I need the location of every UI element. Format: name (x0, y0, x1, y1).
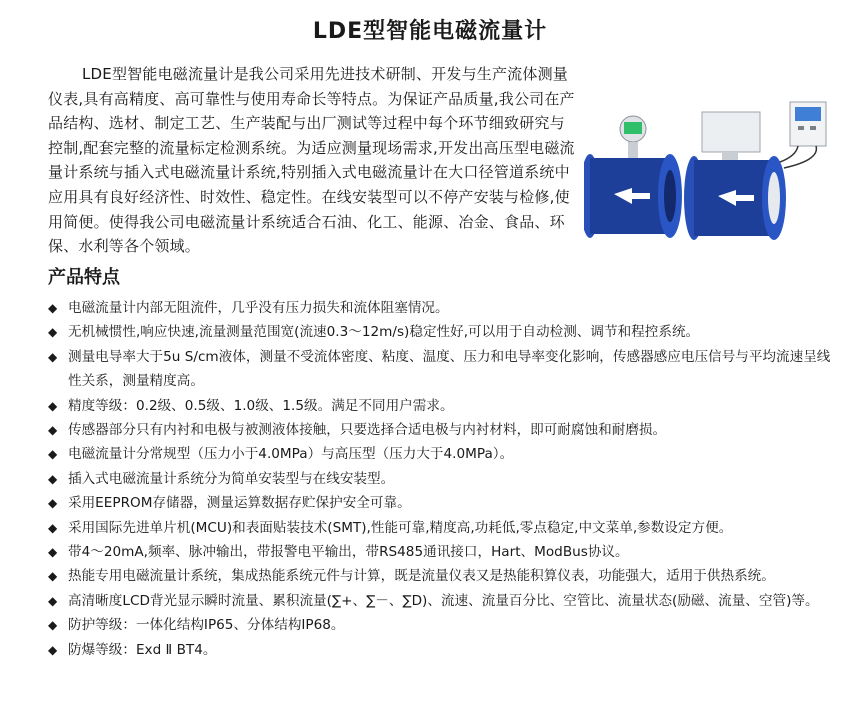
section-title-features: 产品特点 (48, 267, 120, 288)
feature-item (48, 516, 838, 540)
feature-text: 带4～20mA,频率、脉冲输出，带报警电平输出，带RS485通讯接口，Hart、ModBus协议。 (68, 544, 629, 561)
feature-item (48, 442, 838, 466)
feature-text: 插入式电磁流量计系统分为简单安装型与在线安装型。 (68, 470, 395, 487)
feature-item (48, 491, 838, 515)
feature-text: 精度等级：0.2级、0.5级、1.0级、1.5级。满足不同用户需求。 (68, 397, 454, 414)
feature-item (48, 613, 838, 637)
split-flowmeter-image (684, 102, 826, 240)
intro-paragraph (48, 62, 576, 259)
feature-text: 测量电导率大于5u S/cm液体，测量不受流体密度、粘度、温度、压力和电导率变化影响，传感器感应电压信号与平均流速呈线性关系，测量精度高。 (68, 348, 831, 390)
diamond-bullet-icon: ◆ (48, 301, 58, 315)
feature-item (48, 589, 838, 613)
product-photo (584, 96, 844, 266)
diamond-bullet-icon: ◆ (48, 471, 58, 486)
diamond-bullet-icon: ◆ (48, 423, 58, 438)
page-title: LDE型智能电磁流量计 (312, 19, 548, 44)
feature-item (48, 467, 838, 491)
feature-text: 电磁流量计分常规型（压力小于4.0MPa）与高压型（压力大于4.0MPa）。 (68, 446, 514, 463)
diamond-bullet-icon: ◆ (48, 618, 58, 633)
feature-text: 电磁流量计内部无阻流件，几乎没有压力损失和流体阻塞情况。 (68, 300, 449, 316)
diamond-bullet-icon: ◆ (48, 520, 58, 535)
feature-text: 采用国际先进单片机(MCU)和表面贴装技术(SMT),性能可靠,精度高,功耗低,零点稳定,中文菜单,参数设定方便。 (68, 519, 733, 536)
diamond-bullet-icon: ◆ (48, 569, 58, 584)
diamond-bullet-icon: ◆ (48, 593, 58, 608)
diamond-bullet-icon: ◆ (48, 545, 58, 560)
integrated-flowmeter-image (584, 116, 682, 238)
intro-text: LDE型智能电磁流量计是我公司采用先进技术研制、开发与生产流体测量仪表,具有高精度、高可靠性与使用寿命长等特点。为保证产品质量,我公司在产品结构、选材、制定工艺、生产装配与出厂测试等过程中每个环节细致研究与控制,配套完整的流量标定检测系统。为适应测量现场需求,开发出高压型电磁流量计系统与插入式电磁流量计系统,特别插入式电磁流量计在大口径管道系统中应用具有良好经济性、时效性、稳定性。在线安装型可以不停产安装与检修,使用简便。使得我公司电磁流量计系统适合石油、化工、能源、冶金、食品、环保、水利等各个领域。 (48, 65, 575, 256)
diamond-bullet-icon: ◆ (48, 398, 58, 413)
feature-item (48, 638, 838, 662)
diamond-bullet-icon: ◆ (48, 349, 58, 364)
feature-item (48, 540, 838, 564)
feature-text: 传感器部分只有内衬和电极与被测液体接触，只要选择合适电极与内衬材料，即可耐腐蚀和耐磨损。 (68, 422, 667, 439)
diamond-bullet-icon: ◆ (48, 642, 58, 657)
feature-text: 无机械惯性,响应快速,流量测量范围宽(流速0.3～12m/s)稳定性好,可以用于自动检测、调节和程控系统。 (68, 324, 700, 341)
feature-text: 防护等级：一体化结构IP65、分体结构IP68。 (68, 617, 345, 634)
feature-item (48, 320, 838, 344)
feature-item (48, 296, 838, 320)
feature-text: 防爆等级：Exd Ⅱ BT4。 (68, 641, 217, 658)
feature-item (48, 564, 838, 588)
feature-list (48, 296, 838, 662)
feature-item (48, 345, 838, 394)
feature-text: 热能专用电磁流量计系统，集成热能系统元件与计算，既是流量仪表又是热能积算仪表，功能强大，适用于供热系统。 (68, 568, 775, 585)
feature-text: 高清晰度LCD背光显示瞬时流量、累积流量(∑+、∑－、∑D)、流速、流量百分比、空管比、流量状态(励磁、流量、空管)等。 (68, 592, 819, 609)
feature-item (48, 394, 838, 418)
diamond-bullet-icon: ◆ (48, 496, 58, 511)
diamond-bullet-icon: ◆ (48, 325, 58, 340)
feature-text: 采用EEPROM存储器，测量运算数据存贮保护安全可靠。 (68, 495, 411, 512)
feature-item (48, 418, 838, 442)
diamond-bullet-icon: ◆ (48, 447, 58, 462)
